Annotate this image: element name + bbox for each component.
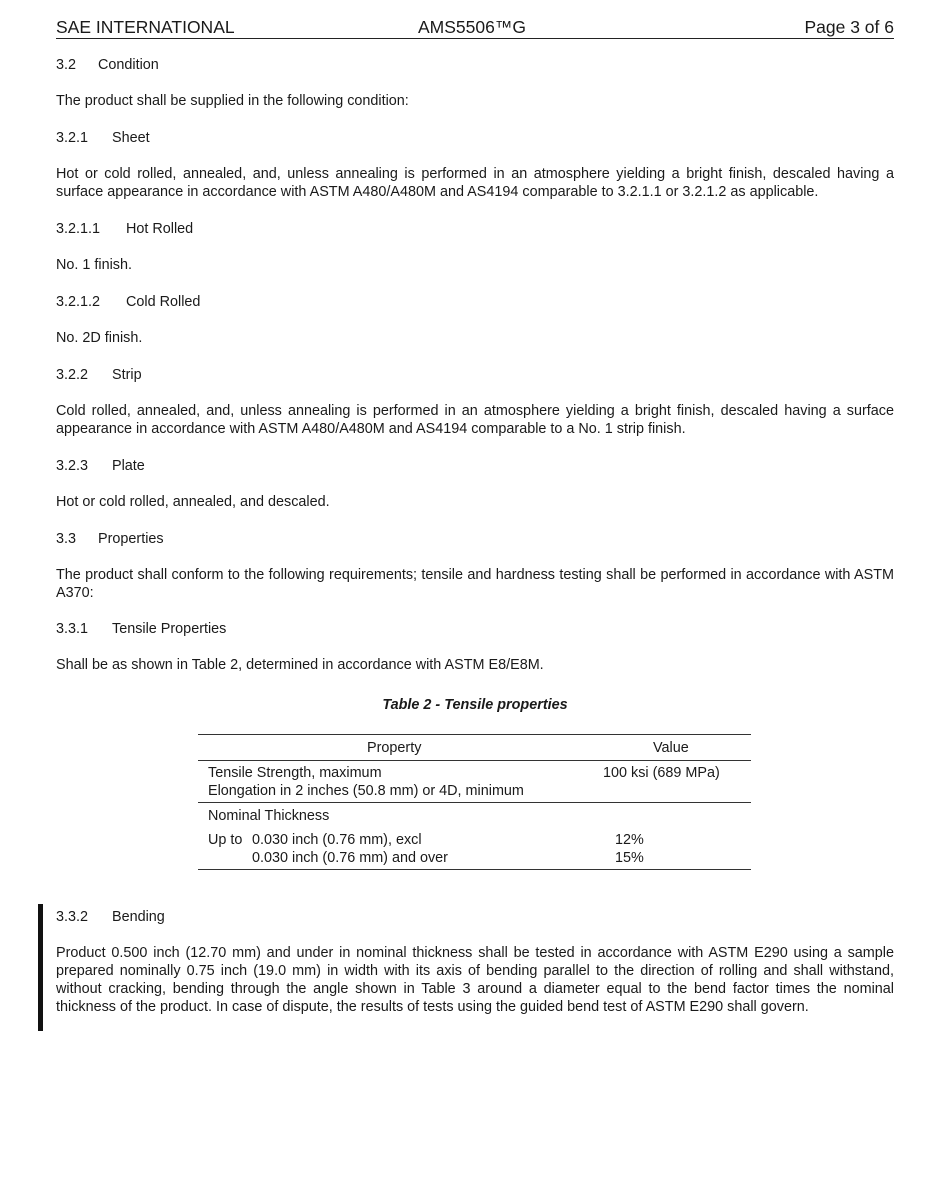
heading-number: 3.2.1 <box>56 130 89 146</box>
heading-title: Properties <box>98 531 164 547</box>
heading-number: 3.3.2 <box>56 909 89 925</box>
heading-title: Sheet <box>112 130 150 146</box>
row-nominal-thickness: Nominal Thickness <box>208 808 330 824</box>
heading-3-2-2 <box>56 366 894 384</box>
table-row-rule <box>198 802 751 803</box>
table-header-rule <box>198 760 751 761</box>
heading-3-3 <box>56 530 894 548</box>
heading-title: Bending <box>112 909 165 925</box>
heading-3-2-1-2 <box>56 293 894 311</box>
paragraph-3-2-1-1: No. 1 finish. <box>56 257 132 273</box>
heading-number: 3.2.2 <box>56 367 89 383</box>
page-header <box>56 16 894 39</box>
heading-3-2-1 <box>56 129 894 147</box>
paragraph-3-2: The product shall be supplied in the following condition: <box>56 93 409 109</box>
heading-title: Hot Rolled <box>126 221 194 237</box>
thickness-row-1: 0.030 inch (0.76 mm), excl <box>252 832 422 848</box>
header-page-number: Page 3 of 6 <box>804 17 894 37</box>
paragraph-3-2-3: Hot or cold rolled, annealed, and descaled. <box>56 494 330 510</box>
table-caption: Table 2 - Tensile properties <box>382 697 568 713</box>
heading-3-2-3 <box>56 457 894 475</box>
value-tensile-strength: 100 ksi (689 MPa) <box>603 765 720 781</box>
table-top-rule <box>198 734 751 735</box>
heading-title: Strip <box>112 367 142 383</box>
heading-title: Plate <box>112 458 145 474</box>
paragraph-3-3-2: Product 0.500 inch (12.70 mm) and under in nominal thickness shall be tested in accordance with ASTM E290 using a sample prepared nominally 0.75 inch (19.0 mm) in width with its axis of bending parallel to the direction of rolling and shall withstand, without cracking, bending through the angle shown in Table 3 around a diameter equal to the bend factor times the nominal thickness of the product. In case of dispute, the results of tests using the guided bend test of ASTM E290 shall govern. <box>56 945 894 1015</box>
heading-number: 3.2 <box>56 57 77 73</box>
revision-change-bar <box>38 904 43 1031</box>
thickness-row-2: 0.030 inch (0.76 mm) and over <box>252 850 448 866</box>
paragraph-3-2-2: Cold rolled, annealed, and, unless annealing is performed in an atmosphere yielding a bright finish, descaled having a surface appearance in accordance with ASTM A480/A480M and AS4194 comparable to a No. 1 strip finish. <box>56 403 894 437</box>
table-bottom-rule <box>198 869 751 870</box>
value-elongation-2: 15% <box>615 850 644 866</box>
value-elongation-1: 12% <box>615 832 644 848</box>
header-doc-number: AMS5506™G <box>418 17 526 37</box>
paragraph-3-3: The product shall conform to the following requirements; tensile and hardness testing shall be performed in accordance with ASTM A370: <box>56 567 894 601</box>
heading-3-3-1 <box>56 620 894 638</box>
heading-number: 3.2.1.1 <box>56 221 101 237</box>
heading-number: 3.2.3 <box>56 458 89 474</box>
heading-number: 3.3.1 <box>56 621 89 637</box>
row-elongation: Elongation in 2 inches (50.8 mm) or 4D, minimum <box>208 783 524 799</box>
heading-title: Cold Rolled <box>126 294 201 310</box>
heading-title: Condition <box>98 57 159 73</box>
paragraph-3-3-1: Shall be as shown in Table 2, determined in accordance with ASTM E8/E8M. <box>56 657 544 673</box>
col-header-property: Property <box>367 740 422 756</box>
heading-title: Tensile Properties <box>112 621 227 637</box>
col-header-value: Value <box>653 740 689 756</box>
upto-label: Up to <box>208 832 243 848</box>
paragraph-3-2-1: Hot or cold rolled, annealed, and, unless annealing is performed in an atmosphere yielding a bright finish, descaled having a surface appearance in accordance with ASTM A480/A480M and AS4194 comparable to 3.2.1.1 or 3.2.1.2 as applicable. <box>56 166 894 200</box>
heading-number: 3.2.1.2 <box>56 294 101 310</box>
heading-3-2 <box>56 56 894 74</box>
heading-3-3-2 <box>56 908 894 926</box>
header-org: SAE INTERNATIONAL <box>56 17 235 37</box>
heading-3-2-1-1 <box>56 220 894 238</box>
heading-number: 3.3 <box>56 531 77 547</box>
paragraph-3-2-1-2: No. 2D finish. <box>56 330 143 346</box>
row-tensile-strength: Tensile Strength, maximum <box>208 765 382 781</box>
